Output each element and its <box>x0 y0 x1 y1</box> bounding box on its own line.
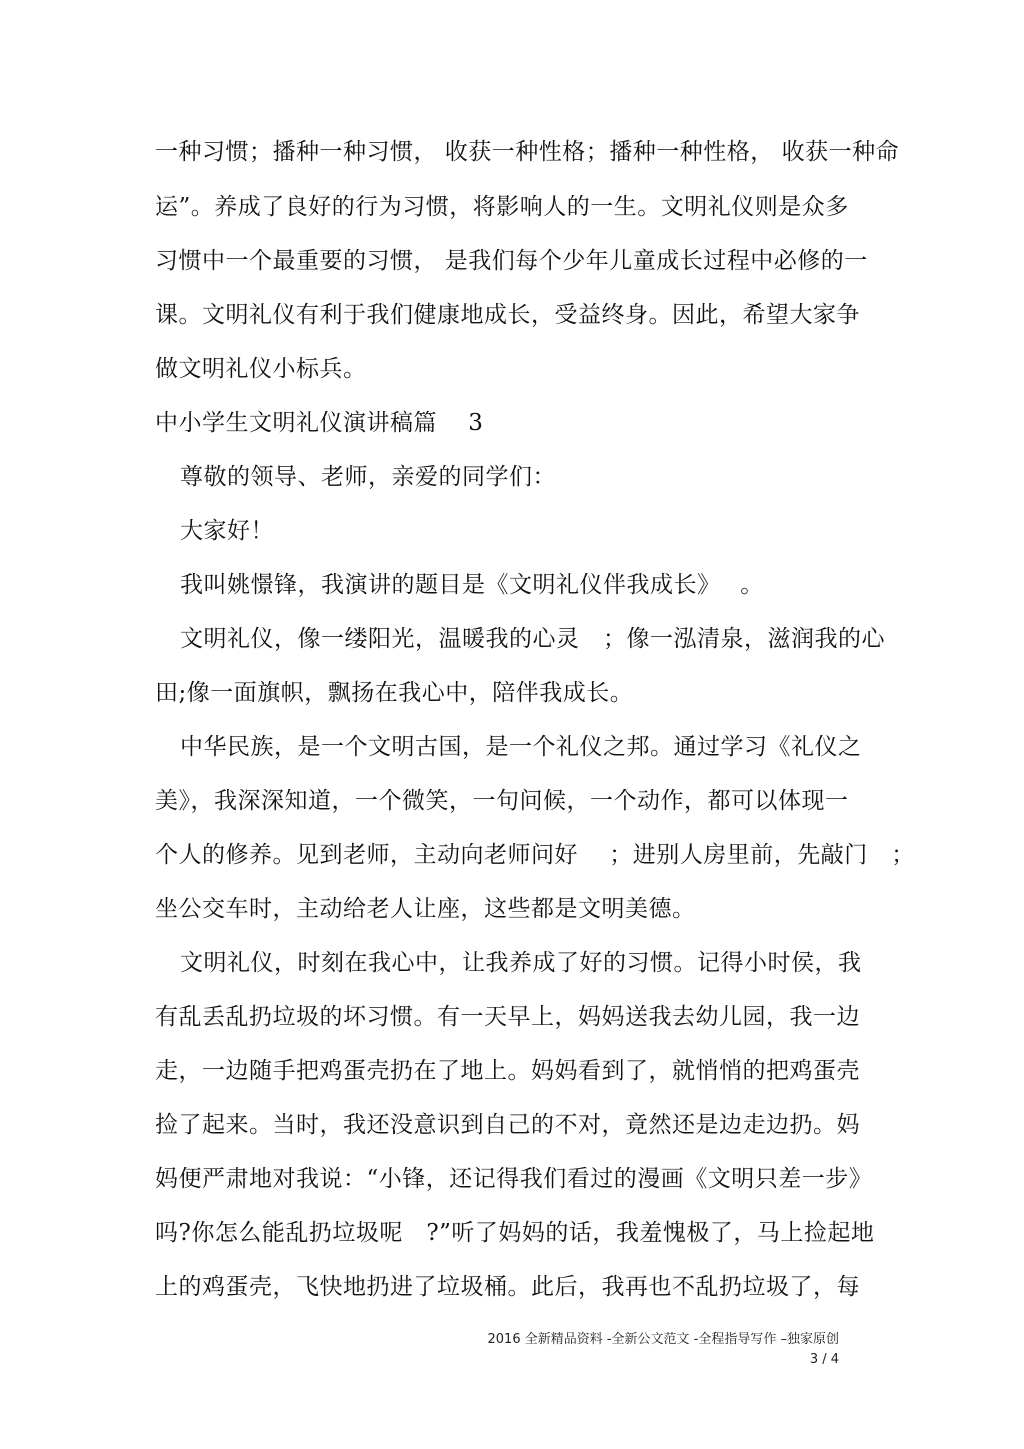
text-line: 个人的修养。见到老师，主动向老师问好 ；进别人房里前，先敲门 ； <box>155 842 915 868</box>
page-number: 3 / 4 <box>809 1352 839 1367</box>
text-line: 做文明礼仪小标兵。 <box>155 356 367 382</box>
text-line: 运”。养成了良好的行为习惯，将影响人的一生。文明礼仪则是众多 <box>155 194 849 220</box>
text-line: 文明礼仪，时刻在我心中，让我养成了好的习惯。记得小时侯，我 <box>180 950 862 976</box>
text-line: 文明礼仪，像一缕阳光，温暖我的心灵 ；像一泓清泉，滋润我的心 <box>180 626 885 652</box>
section-heading: 中小学生文明礼仪演讲稿篇 3 <box>155 410 484 436</box>
salutation: 尊敬的领导、老师，亲爱的同学们： <box>180 464 556 490</box>
greeting: 大家好！ <box>180 518 274 544</box>
text-line: 习惯中一个最重要的习惯， 是我们每个少年儿童成长过程中必修的一 <box>155 248 868 274</box>
footer-tagline: 2016 全新精品资料 -全新公文范文 -全程指导写作 –独家原创 <box>487 1332 839 1347</box>
text-line: 课。文明礼仪有利于我们健康地成长，受益终身。因此，希望大家争 <box>155 302 860 328</box>
text-line: 田;像一面旗帜，飘扬在我心中，陪伴我成长。 <box>155 680 634 706</box>
text-line: 吗?你怎么能乱扔垃圾呢 ?”听了妈妈的话，我羞愧极了，马上捡起地 <box>155 1220 875 1246</box>
text-line: 一种习惯；播种一种习惯， 收获一种性格；播种一种性格， 收获一种命 <box>155 139 900 165</box>
text-line: 走，一边随手把鸡蛋壳扔在了地上。妈妈看到了，就悄悄的把鸡蛋壳 <box>155 1058 860 1084</box>
text-line: 坐公交车时，主动给老人让座，这些都是文明美德。 <box>155 896 696 922</box>
text-line: 妈便严肃地对我说：“小锋，还记得我们看过的漫画《文明只差一步》 <box>155 1166 873 1192</box>
text-line: 捡了起来。当时，我还没意识到自己的不对，竟然还是边走边扔。妈 <box>155 1112 860 1138</box>
text-line: 有乱丢乱扔垃圾的坏习惯。有一天早上，妈妈送我去幼儿园，我一边 <box>155 1004 860 1030</box>
text-line: 上的鸡蛋壳，飞快地扔进了垃圾桶。此后，我再也不乱扔垃圾了，每 <box>155 1274 860 1300</box>
text-line: 中华民族，是一个文明古国，是一个礼仪之邦。通过学习《礼仪之 <box>180 734 862 760</box>
text-line: 我叫姚憬锋，我演讲的题目是《文明礼仪伴我成长》 。 <box>180 572 764 598</box>
text-line: 美》，我深深知道，一个微笑，一句问候，一个动作，都可以体现一 <box>155 788 849 814</box>
